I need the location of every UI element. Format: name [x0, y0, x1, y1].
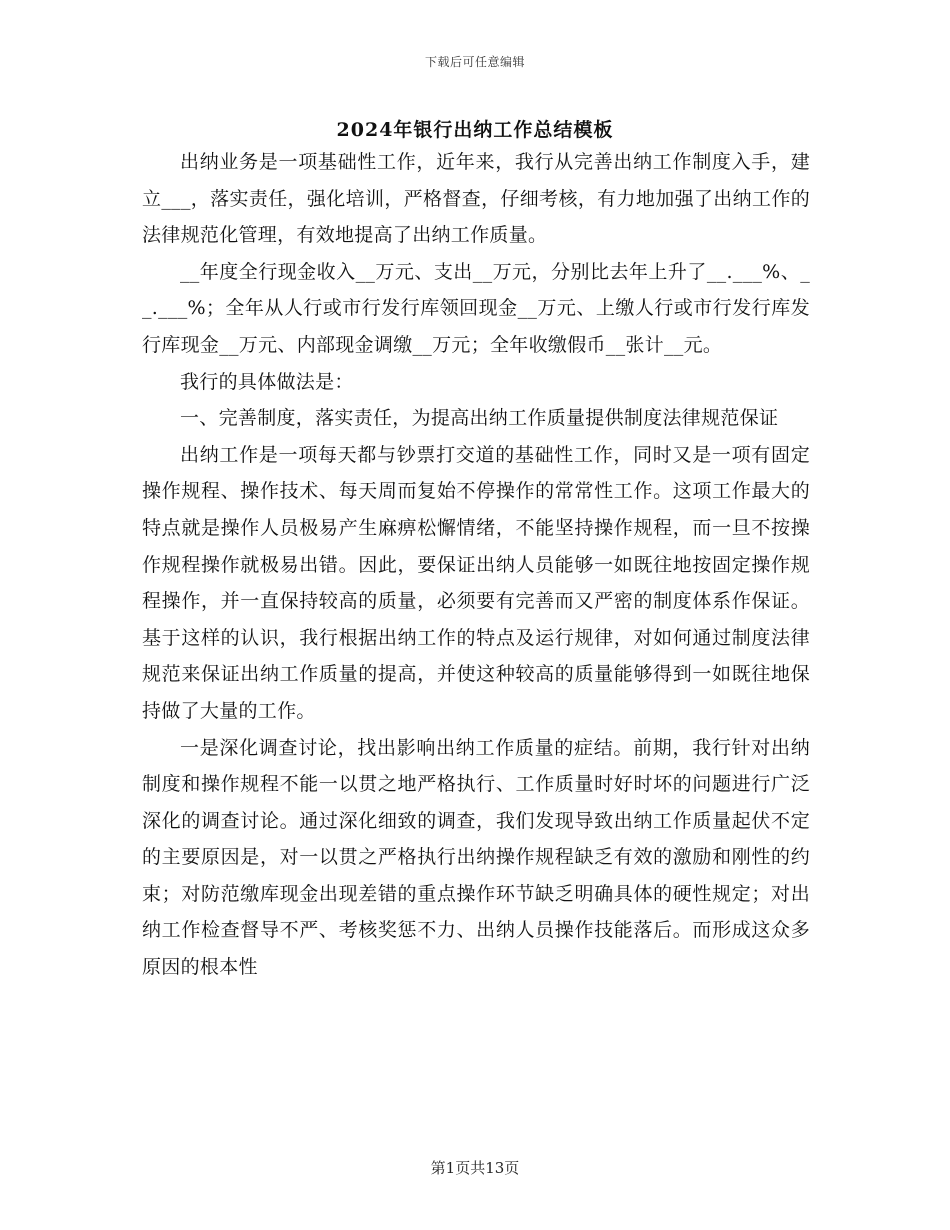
document-body [142, 144, 810, 986]
paragraph-statistics: __年度全行现金收入__万元、支出__万元，分别比去年上升了__.___%、__.___%；全年从人行或市行发行库领回现金__万元、上缴人行或市行发行库发行库现金__万元、内部现金调缴__万元；全年收缴假币__张计__元。 [142, 260, 810, 356]
header-note: 下载后可任意编辑 [424, 55, 525, 69]
paragraph-methods-lead: 我行的具体做法是： [180, 370, 354, 393]
paragraph-intro: 出纳业务是一项基础性工作，近年来，我行从完善出纳工作制度入手，建立___，落实责任，强化培训，严格督查，仔细考核，有力地加强了出纳工作的法律规范化管理，有效地提高了出纳工作质量。 [142, 151, 810, 247]
paragraph-investigation: 一是深化调查讨论，找出影响出纳工作质量的症结。前期，我行针对出纳制度和操作规程不能一以贯之地严格执行、工作质量时好时坏的问题进行广泛深化的调查讨论。通过深化细致的调查，我们发现导致出纳工作质量起伏不定的主要原因是，对一以贯之严格执行出纳操作规程缺乏有效的激励和刚性的约束；对防范缴库现金出现差错的重点操作环节缺乏明确具体的硬性规定；对出纳工作检查督导不严、考核奖惩不力、出纳人员操作技能落后。而形成这众多原因的根本性 [142, 736, 810, 979]
section-heading-1: 一、完善制度，落实责任，为提高出纳工作质量提供制度法律规范保证 [180, 407, 779, 430]
page-indicator: 第1页共13页 [430, 1159, 520, 1177]
paragraph-cashier-nature: 出纳工作是一项每天都与钞票打交道的基础性工作，同时又是一项有固定操作规程、操作技术、每天周而复始不停操作的常常性工作。这项工作最大的特点就是操作人员极易产生麻痹松懈情绪，不能坚持操作规程，而一旦不按操作规程操作就极易出错。因此，要保证出纳人员能够一如既往地按固定操作规程操作，并一直保持较高的质量，必须要有完善而又严密的制度体系作保证。基于这样的认识，我行根据出纳工作的特点及运行规律，对如何通过制度法律规范来保证出纳工作质量的提高，并使这种较高的质量能够得到一如既往地保持做了大量的工作。 [142, 443, 810, 722]
document-title: 2024年银行出纳工作总结模板 [336, 119, 614, 141]
